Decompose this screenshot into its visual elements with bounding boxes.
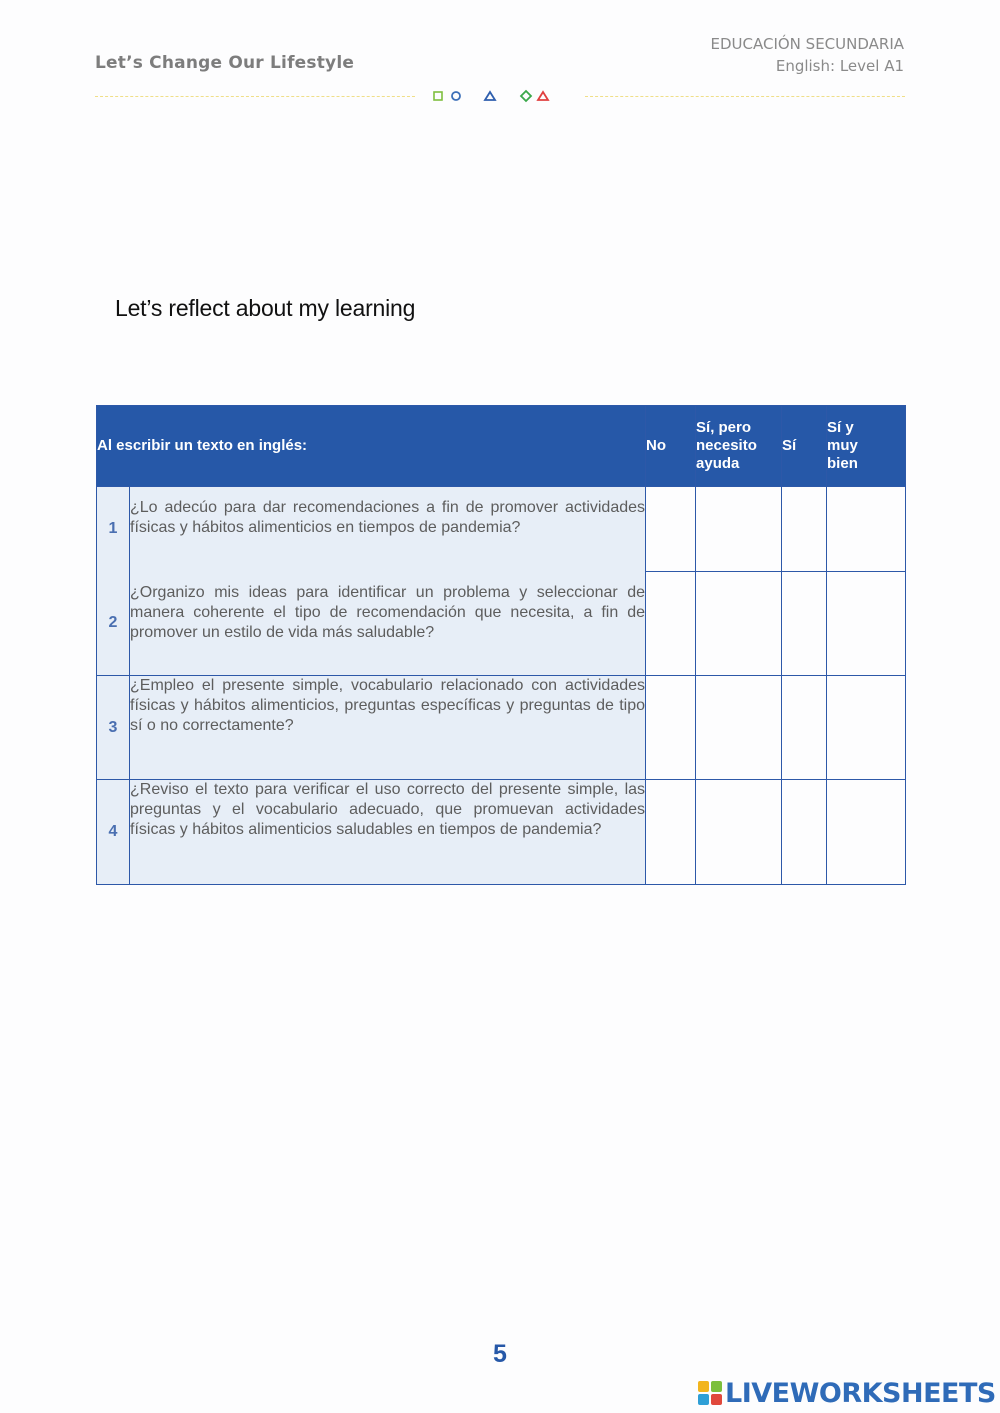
header-si-pero-necesito-ayuda: Sí, pero necesito ayuda [696,406,782,487]
section-title: Let’s reflect about my learning [115,295,416,321]
table-row [97,487,906,572]
checkbox-cell-no[interactable] [646,572,696,676]
checkbox-cell-si[interactable] [782,572,827,676]
header-si: Sí [782,406,827,487]
checkbox-cell-si[interactable] [782,780,827,885]
checkbox-cell-si[interactable] [782,487,827,572]
checkbox-cell-no[interactable] [646,780,696,885]
checkbox-cell-si-muy-bien[interactable] [827,487,906,572]
header-no: No [646,406,696,487]
english-level-label: English: Level A1 [775,57,904,75]
liveworksheets-logo-icon [697,1380,723,1406]
table-row [97,780,906,885]
checkbox-cell-si-pero-ayuda[interactable] [696,572,782,676]
criterion-text: ¿Organizo mis ideas para identificar un problema y seleccionar de manera coherente el tipo de recomendación que necesita, a fin de promover un estilo de vida más saludable? [130,572,646,676]
checkbox-cell-si-pero-ayuda[interactable] [696,780,782,885]
self-assessment-table [96,405,906,885]
row-number: 4 [97,780,130,885]
header-divider-right [585,96,905,97]
header-divider-left [95,96,415,97]
unit-title: Let’s Change Our Lifestyle [95,53,355,73]
brand-name: LIVEWORKSHEETS [725,1377,996,1409]
checkbox-cell-no[interactable] [646,487,696,572]
criterion-text: ¿Reviso el texto para verificar el uso correcto del presente simple, las preguntas y el vocabulario adecuado, que promuevan actividades físicas y hábitos alimenticios saludables en tiempos de pandemia? [130,780,646,885]
table-row [97,676,906,780]
liveworksheets-brand [697,1376,996,1410]
criterion-text: ¿Empleo el presente simple, vocabulario relacionado con actividades físicas y hábitos alimenticios, preguntas específicas y preguntas de tipo sí o no correctamente? [130,676,646,780]
education-level-label: EDUCACIÓN SECUNDARIA [710,35,904,53]
header-criteria: Al escribir un texto en inglés: [97,406,646,487]
row-number: 1 [97,487,130,572]
criterion-text: ¿Lo adecúo para dar recomendaciones a fin de promover actividades físicas y hábitos alimenticios en tiempos de pandemia? [130,487,646,572]
row-number: 2 [97,572,130,676]
checkbox-cell-si-muy-bien[interactable] [827,780,906,885]
page-number: 5 [493,1340,507,1368]
checkbox-cell-no[interactable] [646,676,696,780]
checkbox-cell-si-muy-bien[interactable] [827,676,906,780]
table-row [97,572,906,676]
header-si-y-muy-bien: Sí y muy bien [827,406,906,487]
table-header-row [97,406,906,487]
course-level [711,33,905,77]
row-number: 3 [97,676,130,780]
decorative-shapes-icon [428,88,558,104]
checkbox-cell-si-muy-bien[interactable] [827,572,906,676]
checkbox-cell-si-pero-ayuda[interactable] [696,487,782,572]
checkbox-cell-si[interactable] [782,676,827,780]
checkbox-cell-si-pero-ayuda[interactable] [696,676,782,780]
